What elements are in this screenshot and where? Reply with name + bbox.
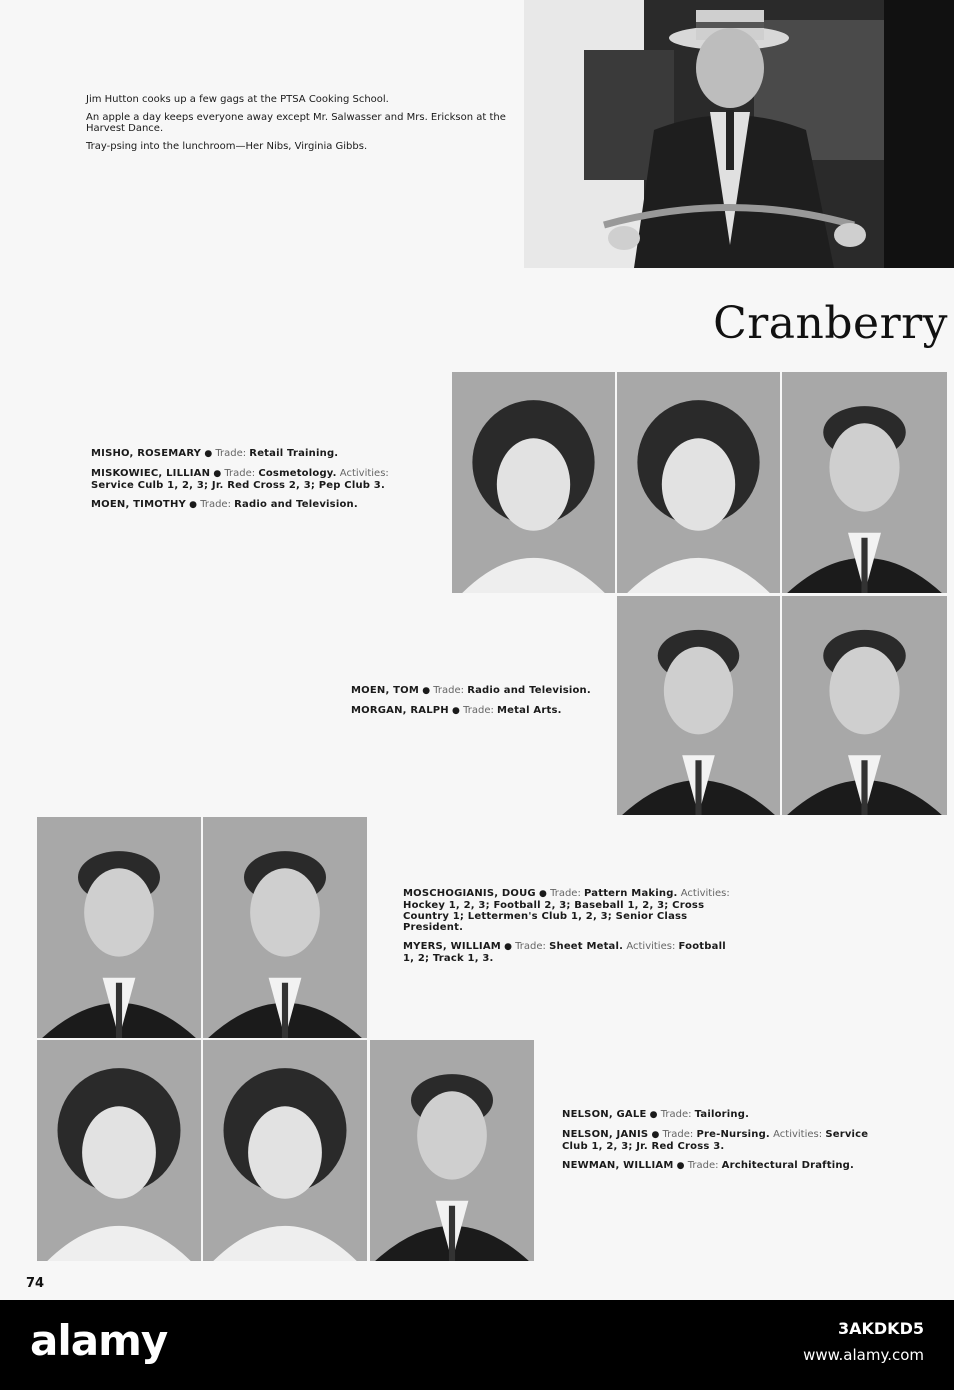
portrait-rosemary-misho <box>452 372 615 593</box>
portrait-tom-moen <box>617 596 780 815</box>
entry-timothy-moen <box>91 499 425 511</box>
portrait-timothy-moen <box>782 372 947 593</box>
portrait-gale-nelson <box>37 1040 201 1261</box>
bullet-icon: ● <box>422 686 431 696</box>
trade-value: Sheet Metal. <box>549 941 624 952</box>
entry-william-newman <box>562 1160 895 1172</box>
portrait-doug-moschogianis <box>37 817 201 1038</box>
entries-group3 <box>403 888 735 972</box>
trade-value: Pattern Making. <box>584 888 678 899</box>
activities-value: Service Culb 1, 2, 3; Jr. Red Cross 2, 3; Pep Club 3. <box>91 480 385 491</box>
trade-value: Radio and Television. <box>467 685 591 696</box>
student-name: MYERS, WILLIAM <box>403 941 501 952</box>
caption: An apple a day keeps everyone away except Mr. Salwasser and Mrs. Erickson at the Harvest Dance. <box>86 112 506 134</box>
entry-ralph-morgan <box>351 705 611 717</box>
bullet-icon: ● <box>189 500 198 510</box>
student-name: MOEN, TOM <box>351 685 420 696</box>
section-heading: Cranberry <box>713 298 948 349</box>
trade-label: Trade: <box>224 468 256 479</box>
photo-captions <box>86 94 506 159</box>
portrait-ralph-morgan <box>782 596 947 815</box>
activities-value: Hockey 1, 2, 3; Football 2, 3; Baseball 1, 2, 3; Cross Country 1; Lettermen's Club 1, 2, 3; Senior Class President. <box>403 900 705 933</box>
brand-logo: alamy <box>30 1316 168 1365</box>
entry-lillian-miskowiec <box>91 468 425 491</box>
trade-label: Trade: <box>433 685 464 696</box>
student-name: NELSON, GALE <box>562 1109 647 1120</box>
activities-label: Activities: <box>339 468 389 479</box>
trade-value: Tailoring. <box>694 1109 750 1120</box>
bullet-icon: ● <box>651 1130 660 1140</box>
student-name: NEWMAN, WILLIAM <box>562 1160 674 1171</box>
entry-gale-nelson <box>562 1109 895 1121</box>
activities-value: Service Club 1, 2, 3; Jr. Red Cross 3. <box>562 1129 869 1152</box>
entry-janis-nelson <box>562 1129 895 1152</box>
bullet-icon: ● <box>504 942 512 952</box>
activities-label: Activities: <box>773 1129 823 1140</box>
student-name: NELSON, JANIS <box>562 1129 649 1140</box>
portrait-william-newman <box>370 1040 534 1261</box>
bullet-icon: ● <box>676 1161 685 1171</box>
activities-value: Football 1, 2; Track 1, 3. <box>403 941 726 964</box>
portrait-william-myers <box>203 817 367 1038</box>
bullet-icon: ● <box>539 889 547 899</box>
trade-label: Trade: <box>550 888 581 899</box>
caption: Tray-psing into the lunchroom—Her Nibs, Virginia Gibbs. <box>86 141 368 152</box>
bullet-icon: ● <box>204 449 213 459</box>
entries-group4 <box>562 1109 895 1180</box>
trade-label: Trade: <box>687 1160 719 1171</box>
trade-label: Trade: <box>463 705 494 716</box>
entry-tom-moen <box>351 685 611 697</box>
trade-label: Trade: <box>515 941 546 952</box>
portrait-janis-nelson <box>203 1040 367 1261</box>
activities-label: Activities: <box>626 941 676 952</box>
student-name: MORGAN, RALPH <box>351 705 449 716</box>
bullet-icon: ● <box>452 706 460 716</box>
portrait-lillian-miskowiec <box>617 372 780 593</box>
caption: Jim Hutton cooks up a few gags at the PTSA Cooking School. <box>86 94 389 105</box>
student-name: MOEN, TIMOTHY <box>91 499 186 510</box>
entry-william-myers <box>403 941 735 964</box>
trade-label: Trade: <box>200 499 231 510</box>
student-name: MOSCHOGIANIS, DOUG <box>403 888 536 899</box>
student-name: MISKOWIEC, LILLIAN <box>91 468 211 479</box>
bullet-icon: ● <box>213 469 222 479</box>
entries-group2 <box>351 685 611 725</box>
entries-group1 <box>91 448 425 519</box>
entry-doug-moschogianis <box>403 888 735 933</box>
trade-value: Cosmetology. <box>258 468 337 479</box>
top-photo <box>524 0 954 268</box>
trade-value: Metal Arts. <box>497 705 562 716</box>
trade-label: Trade: <box>662 1129 694 1140</box>
trade-label: Trade: <box>215 448 247 459</box>
entry-rosemary-misho <box>91 448 425 460</box>
activities-label: Activities: <box>680 888 730 899</box>
trade-value: Architectural Drafting. <box>721 1160 854 1171</box>
page-number: 74 <box>26 1276 45 1291</box>
trade-value: Pre-Nursing. <box>696 1129 770 1140</box>
trade-label: Trade: <box>660 1109 692 1120</box>
trade-value: Retail Training. <box>249 448 339 459</box>
student-name: MISHO, ROSEMARY <box>91 448 202 459</box>
site-url: www.alamy.com <box>803 1346 924 1364</box>
image-id: 3AKDKD5 <box>837 1319 924 1338</box>
bullet-icon: ● <box>649 1110 658 1120</box>
trade-value: Radio and Television. <box>234 499 358 510</box>
